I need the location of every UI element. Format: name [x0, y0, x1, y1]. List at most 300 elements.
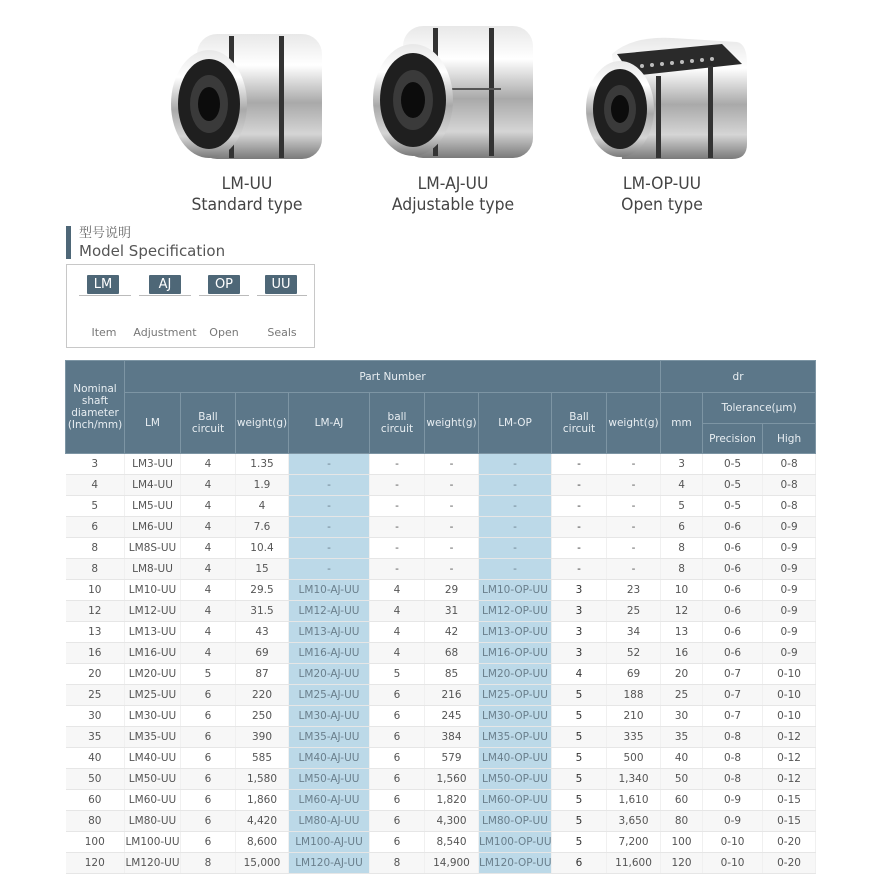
table-cell: LM50-UU [125, 769, 181, 790]
table-cell: 3 [661, 454, 703, 475]
table-cell: 4,420 [236, 811, 289, 832]
table-cell: - [552, 517, 607, 538]
table-cell: 20 [661, 664, 703, 685]
table-cell: - [607, 559, 661, 580]
model-specification-box [66, 264, 315, 348]
table-cell: 6 [370, 790, 425, 811]
table-cell: 4 [181, 496, 236, 517]
table-cell: 0-20 [763, 832, 816, 853]
table-cell: LM20-OP-UU [479, 664, 552, 685]
table-cell: 6 [181, 685, 236, 706]
table-cell: 4 [181, 559, 236, 580]
table-cell: 30 [661, 706, 703, 727]
table-row [66, 538, 816, 559]
product-name: LM-UU [221, 174, 273, 194]
table-cell: 8,540 [425, 832, 479, 853]
table-cell: 35 [661, 727, 703, 748]
table-cell: 6 [181, 706, 236, 727]
table-cell: 4 [661, 475, 703, 496]
table-cell: 0-6 [703, 538, 763, 559]
table-cell: 0-6 [703, 559, 763, 580]
header-weight: weight(g) [236, 393, 289, 454]
table-cell: 25 [607, 601, 661, 622]
table-cell: 0-10 [763, 664, 816, 685]
table-cell: 0-9 [763, 601, 816, 622]
table-cell: LM25-AJ-UU [289, 685, 370, 706]
table-cell: 50 [66, 769, 125, 790]
table-cell: 34 [607, 622, 661, 643]
table-cell: 69 [236, 643, 289, 664]
table-row [66, 832, 816, 853]
header-tolerance: Tolerance(μm) [703, 393, 816, 424]
table-cell: LM100-OP-UU [479, 832, 552, 853]
table-cell: LM10-OP-UU [479, 580, 552, 601]
header-high: High [763, 424, 816, 454]
table-cell: 220 [236, 685, 289, 706]
table-cell: 5 [552, 706, 607, 727]
product-type: Standard type [191, 195, 303, 215]
table-cell: 7.6 [236, 517, 289, 538]
table-cell: 0-6 [703, 517, 763, 538]
table-cell: 0-9 [763, 517, 816, 538]
table-cell: LM10-AJ-UU [289, 580, 370, 601]
table-cell: - [479, 475, 552, 496]
table-cell: LM16-AJ-UU [289, 643, 370, 664]
spec-label-item: Item [91, 326, 117, 339]
table-cell: 6 [181, 790, 236, 811]
table-cell: LM12-UU [125, 601, 181, 622]
spec-code-aj: AJ [149, 275, 181, 294]
table-cell: 4 [181, 538, 236, 559]
table-cell: 0-12 [763, 727, 816, 748]
table-cell: 4 [236, 496, 289, 517]
table-cell: 0-6 [703, 643, 763, 664]
table-cell: LM12-AJ-UU [289, 601, 370, 622]
header-ball-circuit: ball circuit [370, 393, 425, 454]
product-lm-aj-uu [353, 8, 553, 216]
spec-divider [79, 295, 131, 296]
table-cell: 14,900 [425, 853, 479, 874]
table-cell: 20 [66, 664, 125, 685]
table-cell: 100 [661, 832, 703, 853]
table-cell: 216 [425, 685, 479, 706]
table-cell: 8 [66, 538, 125, 559]
table-cell: 0-9 [763, 559, 816, 580]
open-bushing-image [572, 14, 752, 174]
table-cell: 245 [425, 706, 479, 727]
header-precision: Precision [703, 424, 763, 454]
table-cell: 0-5 [703, 454, 763, 475]
table-row [66, 454, 816, 475]
header-lm-aj: LM-AJ [289, 393, 370, 454]
table-cell: 6 [181, 727, 236, 748]
table-cell: 5 [552, 685, 607, 706]
table-cell: 5 [552, 790, 607, 811]
table-row [66, 601, 816, 622]
table-cell: 4 [370, 601, 425, 622]
table-cell: 16 [66, 643, 125, 664]
table-cell: - [607, 496, 661, 517]
table-cell: 6 [370, 706, 425, 727]
table-cell: 6 [661, 517, 703, 538]
table-cell: - [479, 538, 552, 559]
table-cell: 0-15 [763, 811, 816, 832]
table-cell: - [370, 538, 425, 559]
table-cell: 4 [181, 517, 236, 538]
table-cell: LM60-AJ-UU [289, 790, 370, 811]
table-cell: 0-6 [703, 580, 763, 601]
table-cell: 335 [607, 727, 661, 748]
table-cell: 0-9 [703, 811, 763, 832]
table-cell: 120 [661, 853, 703, 874]
part-number-table [65, 360, 816, 874]
table-cell: 3,650 [607, 811, 661, 832]
table-cell: - [552, 496, 607, 517]
table-cell: 6 [370, 685, 425, 706]
table-cell: 43 [236, 622, 289, 643]
table-cell: 6 [370, 811, 425, 832]
table-cell: 23 [607, 580, 661, 601]
table-cell: 25 [661, 685, 703, 706]
table-cell: - [425, 475, 479, 496]
table-cell: 0-8 [763, 496, 816, 517]
table-cell: 0-8 [763, 454, 816, 475]
table-cell: 6 [181, 832, 236, 853]
table-row [66, 643, 816, 664]
table-cell: LM60-OP-UU [479, 790, 552, 811]
table-cell: 8 [661, 559, 703, 580]
table-cell: LM60-UU [125, 790, 181, 811]
table-cell: LM3-UU [125, 454, 181, 475]
table-cell: - [370, 559, 425, 580]
table-cell: 0-8 [703, 748, 763, 769]
table-cell: - [425, 496, 479, 517]
table-row [66, 748, 816, 769]
table-cell: 16 [661, 643, 703, 664]
table-cell: 3 [66, 454, 125, 475]
table-cell: 3 [552, 601, 607, 622]
table-cell: LM4-UU [125, 475, 181, 496]
table-cell: 13 [661, 622, 703, 643]
table-row [66, 769, 816, 790]
table-cell: LM80-AJ-UU [289, 811, 370, 832]
table-cell: 585 [236, 748, 289, 769]
table-row [66, 706, 816, 727]
header-dr: dr [661, 361, 816, 393]
table-cell: 0-10 [703, 853, 763, 874]
heading-chinese: 型号说明 [79, 226, 132, 241]
table-cell: 4 [181, 454, 236, 475]
table-cell: LM6-UU [125, 517, 181, 538]
table-cell: 5 [552, 811, 607, 832]
table-cell: 12 [66, 601, 125, 622]
table-cell: 250 [236, 706, 289, 727]
table-row [66, 790, 816, 811]
table-row [66, 496, 816, 517]
table-cell: 1,820 [425, 790, 479, 811]
table-cell: LM16-UU [125, 643, 181, 664]
table-cell: 42 [425, 622, 479, 643]
table-cell: 8,600 [236, 832, 289, 853]
table-cell: 0-9 [763, 580, 816, 601]
table-cell: 4 [181, 622, 236, 643]
table-cell: 5 [181, 664, 236, 685]
table-cell: 8 [661, 538, 703, 559]
table-cell: - [607, 475, 661, 496]
table-cell: LM12-OP-UU [479, 601, 552, 622]
spec-label-seals: Seals [267, 326, 297, 339]
table-cell: LM10-UU [125, 580, 181, 601]
table-cell: - [370, 496, 425, 517]
spec-divider [199, 295, 249, 296]
table-cell: 5 [552, 748, 607, 769]
table-cell: - [479, 496, 552, 517]
table-cell: - [607, 538, 661, 559]
table-cell: LM120-OP-UU [479, 853, 552, 874]
table-row [66, 580, 816, 601]
table-cell: 0-15 [763, 790, 816, 811]
heading-english: Model Specification [79, 242, 226, 260]
table-cell: LM40-OP-UU [479, 748, 552, 769]
table-cell: 0-6 [703, 601, 763, 622]
table-cell: - [479, 559, 552, 580]
table-cell: 6 [552, 853, 607, 874]
product-name: LM-AJ-UU [417, 174, 489, 194]
table-cell: LM13-OP-UU [479, 622, 552, 643]
table-cell: 0-7 [703, 685, 763, 706]
table-cell: LM13-AJ-UU [289, 622, 370, 643]
table-cell: LM8S-UU [125, 538, 181, 559]
table-cell: 13 [66, 622, 125, 643]
table-cell: 4 [66, 475, 125, 496]
table-cell: - [425, 517, 479, 538]
table-cell: 29.5 [236, 580, 289, 601]
table-cell: 0-7 [703, 664, 763, 685]
table-cell: 52 [607, 643, 661, 664]
table-cell: 6 [66, 517, 125, 538]
table-cell: 384 [425, 727, 479, 748]
table-cell: LM5-UU [125, 496, 181, 517]
table-cell: - [607, 454, 661, 475]
spec-label-adjustment: Adjustment [133, 326, 197, 339]
table-cell: - [289, 517, 370, 538]
table-cell: 390 [236, 727, 289, 748]
table-cell: LM8-UU [125, 559, 181, 580]
table-cell: 80 [66, 811, 125, 832]
table-cell: 87 [236, 664, 289, 685]
table-cell: - [425, 538, 479, 559]
table-cell: 0-5 [703, 475, 763, 496]
table-cell: 8 [181, 853, 236, 874]
table-cell: 11,600 [607, 853, 661, 874]
table-cell: 3 [552, 622, 607, 643]
table-cell: - [425, 559, 479, 580]
table-cell: 68 [425, 643, 479, 664]
table-cell: 12 [661, 601, 703, 622]
header-part-number: Part Number [125, 361, 661, 393]
table-row [66, 727, 816, 748]
table-cell: LM16-OP-UU [479, 643, 552, 664]
table-cell: 8 [370, 853, 425, 874]
spec-code-uu: UU [265, 275, 297, 294]
standard-bushing-image [157, 14, 337, 174]
table-cell: LM20-UU [125, 664, 181, 685]
table-cell: - [552, 559, 607, 580]
table-cell: 3 [552, 643, 607, 664]
table-cell: LM13-UU [125, 622, 181, 643]
table-cell: 5 [661, 496, 703, 517]
header-lm-op: LM-OP [479, 393, 552, 454]
table-cell: 5 [552, 727, 607, 748]
table-cell: 60 [661, 790, 703, 811]
table-cell: 31.5 [236, 601, 289, 622]
table-row [66, 811, 816, 832]
table-cell: LM25-UU [125, 685, 181, 706]
table-cell: 25 [66, 685, 125, 706]
table-cell: LM100-UU [125, 832, 181, 853]
table-cell: 1,560 [425, 769, 479, 790]
table-cell: - [370, 517, 425, 538]
table-cell: 1,610 [607, 790, 661, 811]
table-cell: - [289, 475, 370, 496]
table-cell: - [552, 475, 607, 496]
table-cell: 5 [552, 832, 607, 853]
table-cell: LM80-OP-UU [479, 811, 552, 832]
model-specification-heading [66, 226, 225, 259]
table-cell: 4,300 [425, 811, 479, 832]
table-cell: LM100-AJ-UU [289, 832, 370, 853]
table-cell: 0-10 [763, 685, 816, 706]
table-cell: 4 [181, 643, 236, 664]
table-cell: LM50-AJ-UU [289, 769, 370, 790]
header-ball-circuit: Ball circuit [552, 393, 607, 454]
spec-label-open: Open [209, 326, 239, 339]
table-cell: 4 [370, 580, 425, 601]
table-cell: - [289, 559, 370, 580]
table-row [66, 685, 816, 706]
table-cell: 40 [661, 748, 703, 769]
table-cell: LM30-AJ-UU [289, 706, 370, 727]
product-type: Open type [621, 195, 703, 215]
table-cell: LM30-UU [125, 706, 181, 727]
table-cell: - [552, 454, 607, 475]
table-cell: - [289, 496, 370, 517]
table-cell: 6 [370, 769, 425, 790]
table-cell: 35 [66, 727, 125, 748]
table-cell: LM25-OP-UU [479, 685, 552, 706]
table-cell: 15,000 [236, 853, 289, 874]
spec-divider [139, 295, 191, 296]
header-lm: LM [125, 393, 181, 454]
table-cell: 6 [181, 811, 236, 832]
table-cell: 5 [66, 496, 125, 517]
table-row [66, 559, 816, 580]
table-cell: 1.35 [236, 454, 289, 475]
table-cell: LM120-UU [125, 853, 181, 874]
table-cell: 69 [607, 664, 661, 685]
table-cell: - [607, 517, 661, 538]
table-cell: - [425, 454, 479, 475]
table-cell: 0-8 [703, 769, 763, 790]
table-cell: LM80-UU [125, 811, 181, 832]
table-cell: 31 [425, 601, 479, 622]
table-cell: LM35-AJ-UU [289, 727, 370, 748]
table-cell: 6 [370, 748, 425, 769]
product-lm-op-uu [562, 14, 762, 216]
table-cell: 30 [66, 706, 125, 727]
header-mm: mm [661, 393, 703, 454]
table-cell: 8 [66, 559, 125, 580]
table-cell: 210 [607, 706, 661, 727]
table-cell: 60 [66, 790, 125, 811]
table-cell: 0-8 [703, 727, 763, 748]
table-cell: 10 [66, 580, 125, 601]
table-cell: 0-10 [703, 832, 763, 853]
table-cell: - [479, 454, 552, 475]
table-cell: 40 [66, 748, 125, 769]
table-cell: 15 [236, 559, 289, 580]
table-cell: 4 [370, 643, 425, 664]
table-cell: 0-6 [703, 622, 763, 643]
table-cell: LM35-OP-UU [479, 727, 552, 748]
product-name: LM-OP-UU [622, 174, 702, 194]
table-cell: 5 [370, 664, 425, 685]
table-cell: 0-9 [703, 790, 763, 811]
table-cell: 4 [181, 580, 236, 601]
table-cell: 1,580 [236, 769, 289, 790]
table-cell: 6 [181, 748, 236, 769]
table-cell: LM120-AJ-UU [289, 853, 370, 874]
table-row [66, 517, 816, 538]
table-cell: 29 [425, 580, 479, 601]
table-cell: 4 [181, 475, 236, 496]
table-row [66, 853, 816, 874]
table-cell: LM30-OP-UU [479, 706, 552, 727]
spec-code-op: OP [208, 275, 240, 294]
table-cell: 4 [552, 664, 607, 685]
table-cell: 10 [661, 580, 703, 601]
table-row [66, 664, 816, 685]
header-nominal-diameter: Nominal shaft diameter (Inch/mm) [66, 361, 125, 454]
table-cell: 80 [661, 811, 703, 832]
table-cell: - [370, 475, 425, 496]
table-cell: LM20-AJ-UU [289, 664, 370, 685]
table-cell: 500 [607, 748, 661, 769]
table-cell: 1,860 [236, 790, 289, 811]
table-cell: 0-8 [763, 475, 816, 496]
table-cell: - [370, 454, 425, 475]
table-cell: 1,340 [607, 769, 661, 790]
table-cell: 85 [425, 664, 479, 685]
table-cell: 0-20 [763, 853, 816, 874]
spec-code-lm: LM [87, 275, 119, 294]
table-cell: 0-5 [703, 496, 763, 517]
table-cell: - [289, 538, 370, 559]
table-cell: 7,200 [607, 832, 661, 853]
table-cell: 188 [607, 685, 661, 706]
table-cell: 5 [552, 769, 607, 790]
table-cell: LM40-AJ-UU [289, 748, 370, 769]
table-cell: 1.9 [236, 475, 289, 496]
table-cell: 6 [370, 727, 425, 748]
table-cell: 6 [181, 769, 236, 790]
table-cell: 3 [552, 580, 607, 601]
table-cell: - [552, 538, 607, 559]
adjustable-bushing-image [361, 8, 546, 174]
header-weight: weight(g) [425, 393, 479, 454]
table-cell: - [289, 454, 370, 475]
product-lm-uu [147, 14, 347, 216]
